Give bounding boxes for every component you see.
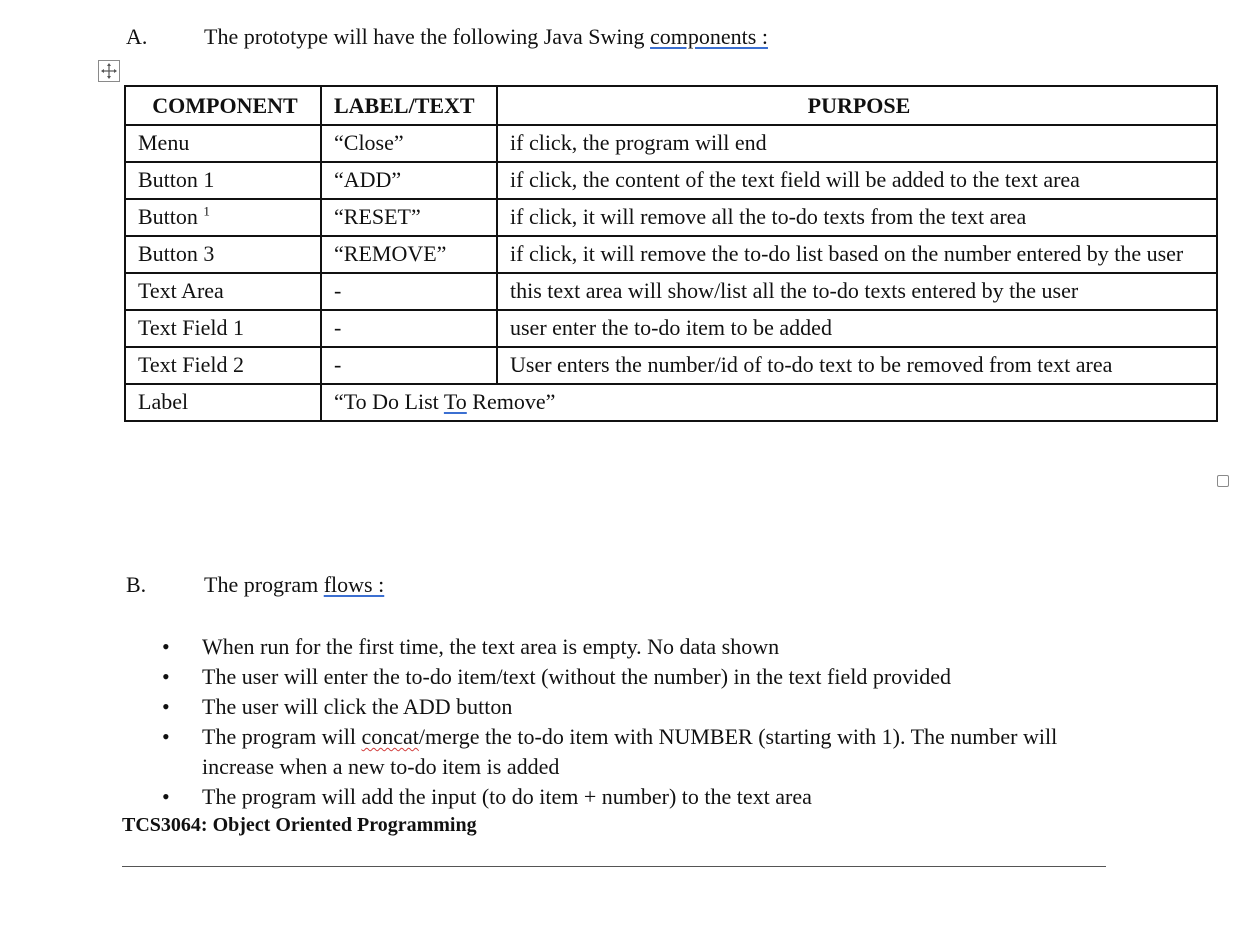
cell-purpose: if click, it will remove the to-do list based on the number entered by the user	[497, 236, 1217, 273]
list-item-text: The program will add the input (to do item + number) to the text area	[202, 784, 812, 809]
bullet-dot-icon: •	[162, 784, 170, 809]
table-row	[125, 347, 1217, 384]
table-header-row	[125, 86, 1217, 125]
cell-purpose: if click, the content of the text field will be added to the text area	[497, 162, 1217, 199]
list-item-text: The user will click the ADD button	[202, 694, 513, 719]
section-b-text-before: The program	[204, 572, 324, 597]
header-label-text: LABEL/TEXT	[321, 86, 497, 125]
header-component: COMPONENT	[125, 86, 321, 125]
cell-label: -	[321, 310, 497, 347]
cell-component: Text Area	[125, 273, 321, 310]
list-item-text-before: The program will	[202, 724, 362, 749]
header-purpose: PURPOSE	[497, 86, 1217, 125]
table-row	[125, 162, 1217, 199]
list-item	[160, 782, 1120, 812]
label-text-before: “To Do List	[334, 389, 444, 414]
cell-component	[125, 199, 321, 236]
cell-purpose: user enter the to-do item to be added	[497, 310, 1217, 347]
label-text-after: Remove”	[466, 389, 556, 414]
cell-component: Menu	[125, 125, 321, 162]
section-b-text	[204, 572, 384, 598]
cell-label: “RESET”	[321, 199, 497, 236]
cell-label: “Close”	[321, 125, 497, 162]
cell-label: -	[321, 347, 497, 384]
list-item	[160, 722, 1120, 782]
footer-divider	[122, 866, 1106, 867]
list-item-text: The user will enter the to-do item/text (without the number) in the text field provided	[202, 664, 952, 689]
cell-component: Text Field 1	[125, 310, 321, 347]
list-item	[160, 662, 1120, 692]
bullet-dot-icon: •	[162, 694, 170, 719]
cell-purpose: if click, it will remove all the to-do texts from the text area	[497, 199, 1217, 236]
section-a-text	[204, 24, 768, 50]
table-resize-handle[interactable]	[1217, 475, 1229, 487]
footer-course-title: TCS3064: Object Oriented Programming	[122, 814, 477, 836]
list-item	[160, 692, 1120, 722]
section-a-letter: A.	[126, 24, 148, 49]
bullet-dot-icon: •	[162, 634, 170, 659]
cell-purpose: if click, the program will end	[497, 125, 1217, 162]
cell-component: Text Field 2	[125, 347, 321, 384]
cell-component: Button 1	[125, 162, 321, 199]
bullet-dot-icon: •	[162, 664, 170, 689]
section-b-letter: B.	[126, 572, 147, 597]
program-flow-list	[160, 632, 1120, 812]
cell-label-merged	[321, 384, 1217, 421]
move-arrows-icon	[99, 61, 119, 81]
table-row	[125, 199, 1217, 236]
footnote-superscript: 1	[203, 203, 210, 219]
table-row	[125, 384, 1217, 421]
table-row	[125, 125, 1217, 162]
label-text-link: To	[443, 389, 467, 414]
section-a-text-link: components :	[650, 24, 768, 49]
list-item-text-after: /merge the to-do item with NUMBER (starting with 1). The number will increase when a new to-do item is added	[202, 724, 1058, 779]
components-table	[124, 85, 1218, 422]
cell-component-text: Button	[138, 204, 204, 229]
section-b-heading	[126, 572, 926, 598]
table-move-handle[interactable]	[98, 60, 120, 82]
cell-purpose: User enters the number/id of to-do text to be removed from text area	[497, 347, 1217, 384]
spelling-flagged-word[interactable]: concat	[361, 724, 419, 749]
cell-component: Button 3	[125, 236, 321, 273]
section-a-heading	[126, 24, 926, 50]
list-item	[160, 632, 1120, 662]
bullet-dot-icon: •	[162, 724, 170, 749]
table-row	[125, 236, 1217, 273]
cell-label: -	[321, 273, 497, 310]
section-a-text-before: The prototype will have the following Java Swing	[204, 24, 651, 49]
list-item-text: When run for the first time, the text area is empty. No data shown	[202, 634, 780, 659]
cell-component: Label	[125, 384, 321, 421]
cell-label: “ADD”	[321, 162, 497, 199]
table-row	[125, 273, 1217, 310]
list-item-text	[202, 724, 1057, 779]
table-row	[125, 310, 1217, 347]
section-b-text-link: flows :	[323, 572, 385, 597]
cell-purpose	[497, 273, 1217, 310]
cell-label: “REMOVE”	[321, 236, 497, 273]
cell-purpose-text: this text area will show/list all the to-do texts entered by the user	[510, 278, 1079, 303]
